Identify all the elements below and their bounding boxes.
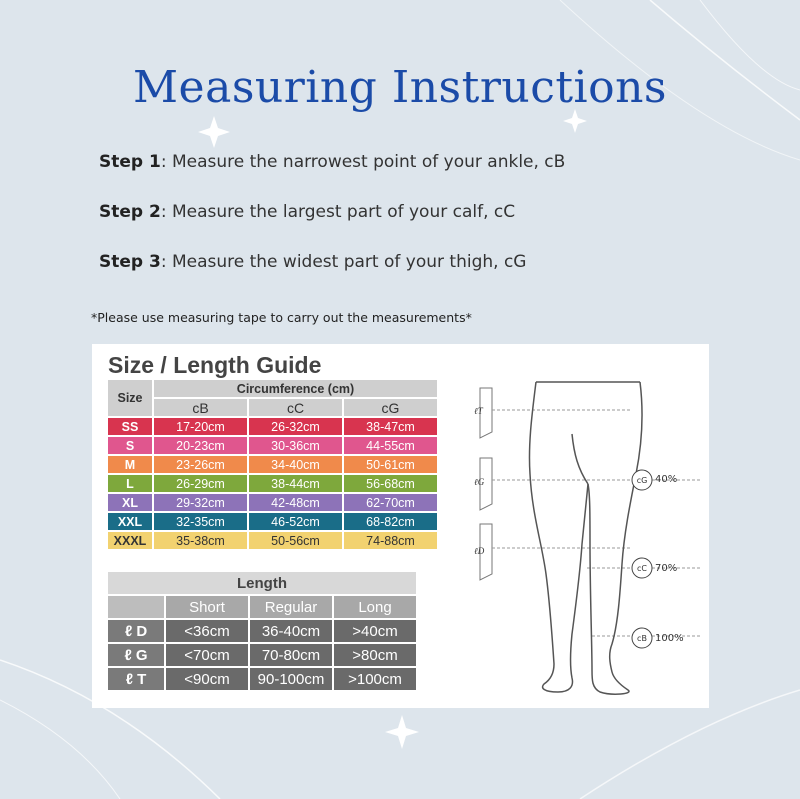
length-value: <36cm	[166, 620, 248, 642]
length-value: <70cm	[166, 644, 248, 666]
size-value-cg: 74-88cm	[344, 532, 437, 549]
size-value-cb: 23-26cm	[154, 456, 247, 473]
size-label: S	[108, 437, 152, 454]
measure-point-cb	[632, 628, 684, 648]
circumference-table	[106, 378, 439, 551]
step-label: Step 1	[99, 152, 161, 172]
length-col-short: Short	[166, 596, 248, 618]
size-value-cg: 38-47cm	[344, 418, 437, 435]
size-guide-card	[92, 344, 709, 708]
size-row	[108, 513, 437, 530]
point-percent: 40%	[655, 474, 678, 485]
size-row	[108, 475, 437, 492]
point-percent: 100%	[655, 633, 684, 644]
size-value-cc: 34-40cm	[249, 456, 342, 473]
length-value: 90-100cm	[250, 668, 332, 690]
size-value-cg: 62-70cm	[344, 494, 437, 511]
size-value-cb: 32-35cm	[154, 513, 247, 530]
col-header-cc: cC	[249, 399, 342, 416]
size-value-cb: 20-23cm	[154, 437, 247, 454]
size-value-cc: 42-48cm	[249, 494, 342, 511]
step-text: : Measure the widest part of your thigh, cG	[160, 252, 527, 272]
size-label: M	[108, 456, 152, 473]
size-label: XXL	[108, 513, 152, 530]
size-row	[108, 418, 437, 435]
size-value-cg: 44-55cm	[344, 437, 437, 454]
legs-outline-icon	[529, 382, 642, 694]
size-header: Size	[108, 380, 152, 416]
point-label: cG	[636, 476, 648, 485]
point-percent: 70%	[655, 563, 678, 574]
length-key: ℓ D	[108, 620, 164, 642]
size-value-cb: 26-29cm	[154, 475, 247, 492]
length-key: ℓ G	[108, 644, 164, 666]
leg-diagram	[462, 374, 702, 704]
size-value-cc: 38-44cm	[249, 475, 342, 492]
size-row	[108, 456, 437, 473]
circumference-header: Circumference (cm)	[154, 380, 437, 397]
size-value-cc: 26-32cm	[249, 418, 342, 435]
length-value: >100cm	[334, 668, 416, 690]
length-corner	[108, 596, 164, 618]
size-value-cc: 46-52cm	[249, 513, 342, 530]
measure-point-cg	[632, 470, 677, 490]
length-value: >80cm	[334, 644, 416, 666]
size-value-cb: 29-32cm	[154, 494, 247, 511]
size-value-cg: 56-68cm	[344, 475, 437, 492]
size-value-cc: 30-36cm	[249, 437, 342, 454]
page-title: Measuring Instructions	[133, 62, 667, 113]
length-col-regular: Regular	[250, 596, 332, 618]
length-value: 36-40cm	[250, 620, 332, 642]
step-2	[99, 202, 515, 222]
size-label: XL	[108, 494, 152, 511]
measuring-note: *Please use measuring tape to carry out the measurements*	[91, 310, 472, 325]
guide-title: Size / Length Guide	[108, 352, 322, 378]
size-value-cg: 50-61cm	[344, 456, 437, 473]
size-value-cg: 68-82cm	[344, 513, 437, 530]
step-text: : Measure the largest part of your calf, cC	[160, 202, 516, 222]
sparkle-icon	[385, 715, 419, 749]
length-label: ℓD	[474, 546, 485, 556]
step-3	[99, 252, 526, 272]
length-key: ℓ T	[108, 668, 164, 690]
size-row	[108, 532, 437, 549]
size-label: XXXL	[108, 532, 152, 549]
point-label: cB	[637, 634, 647, 643]
col-header-cg: cG	[344, 399, 437, 416]
length-value: 70-80cm	[250, 644, 332, 666]
size-value-cb: 17-20cm	[154, 418, 247, 435]
sparkle-icon	[198, 116, 230, 148]
size-row	[108, 494, 437, 511]
length-table	[106, 570, 418, 692]
size-value-cc: 50-56cm	[249, 532, 342, 549]
size-value-cb: 35-38cm	[154, 532, 247, 549]
step-text: : Measure the narrowest point of your ankle, cB	[160, 152, 566, 172]
col-header-cb: cB	[154, 399, 247, 416]
point-label: cC	[637, 564, 647, 573]
step-label: Step 3	[99, 252, 161, 272]
length-label: ℓG	[474, 477, 485, 487]
measure-point-cc	[632, 558, 677, 578]
length-value: >40cm	[334, 620, 416, 642]
length-value: <90cm	[166, 668, 248, 690]
size-label: L	[108, 475, 152, 492]
length-label: ℓT	[474, 406, 483, 416]
size-label: SS	[108, 418, 152, 435]
length-header: Length	[108, 572, 416, 594]
step-label: Step 2	[99, 202, 161, 222]
step-1	[99, 152, 565, 172]
length-col-long: Long	[334, 596, 416, 618]
size-row	[108, 437, 437, 454]
